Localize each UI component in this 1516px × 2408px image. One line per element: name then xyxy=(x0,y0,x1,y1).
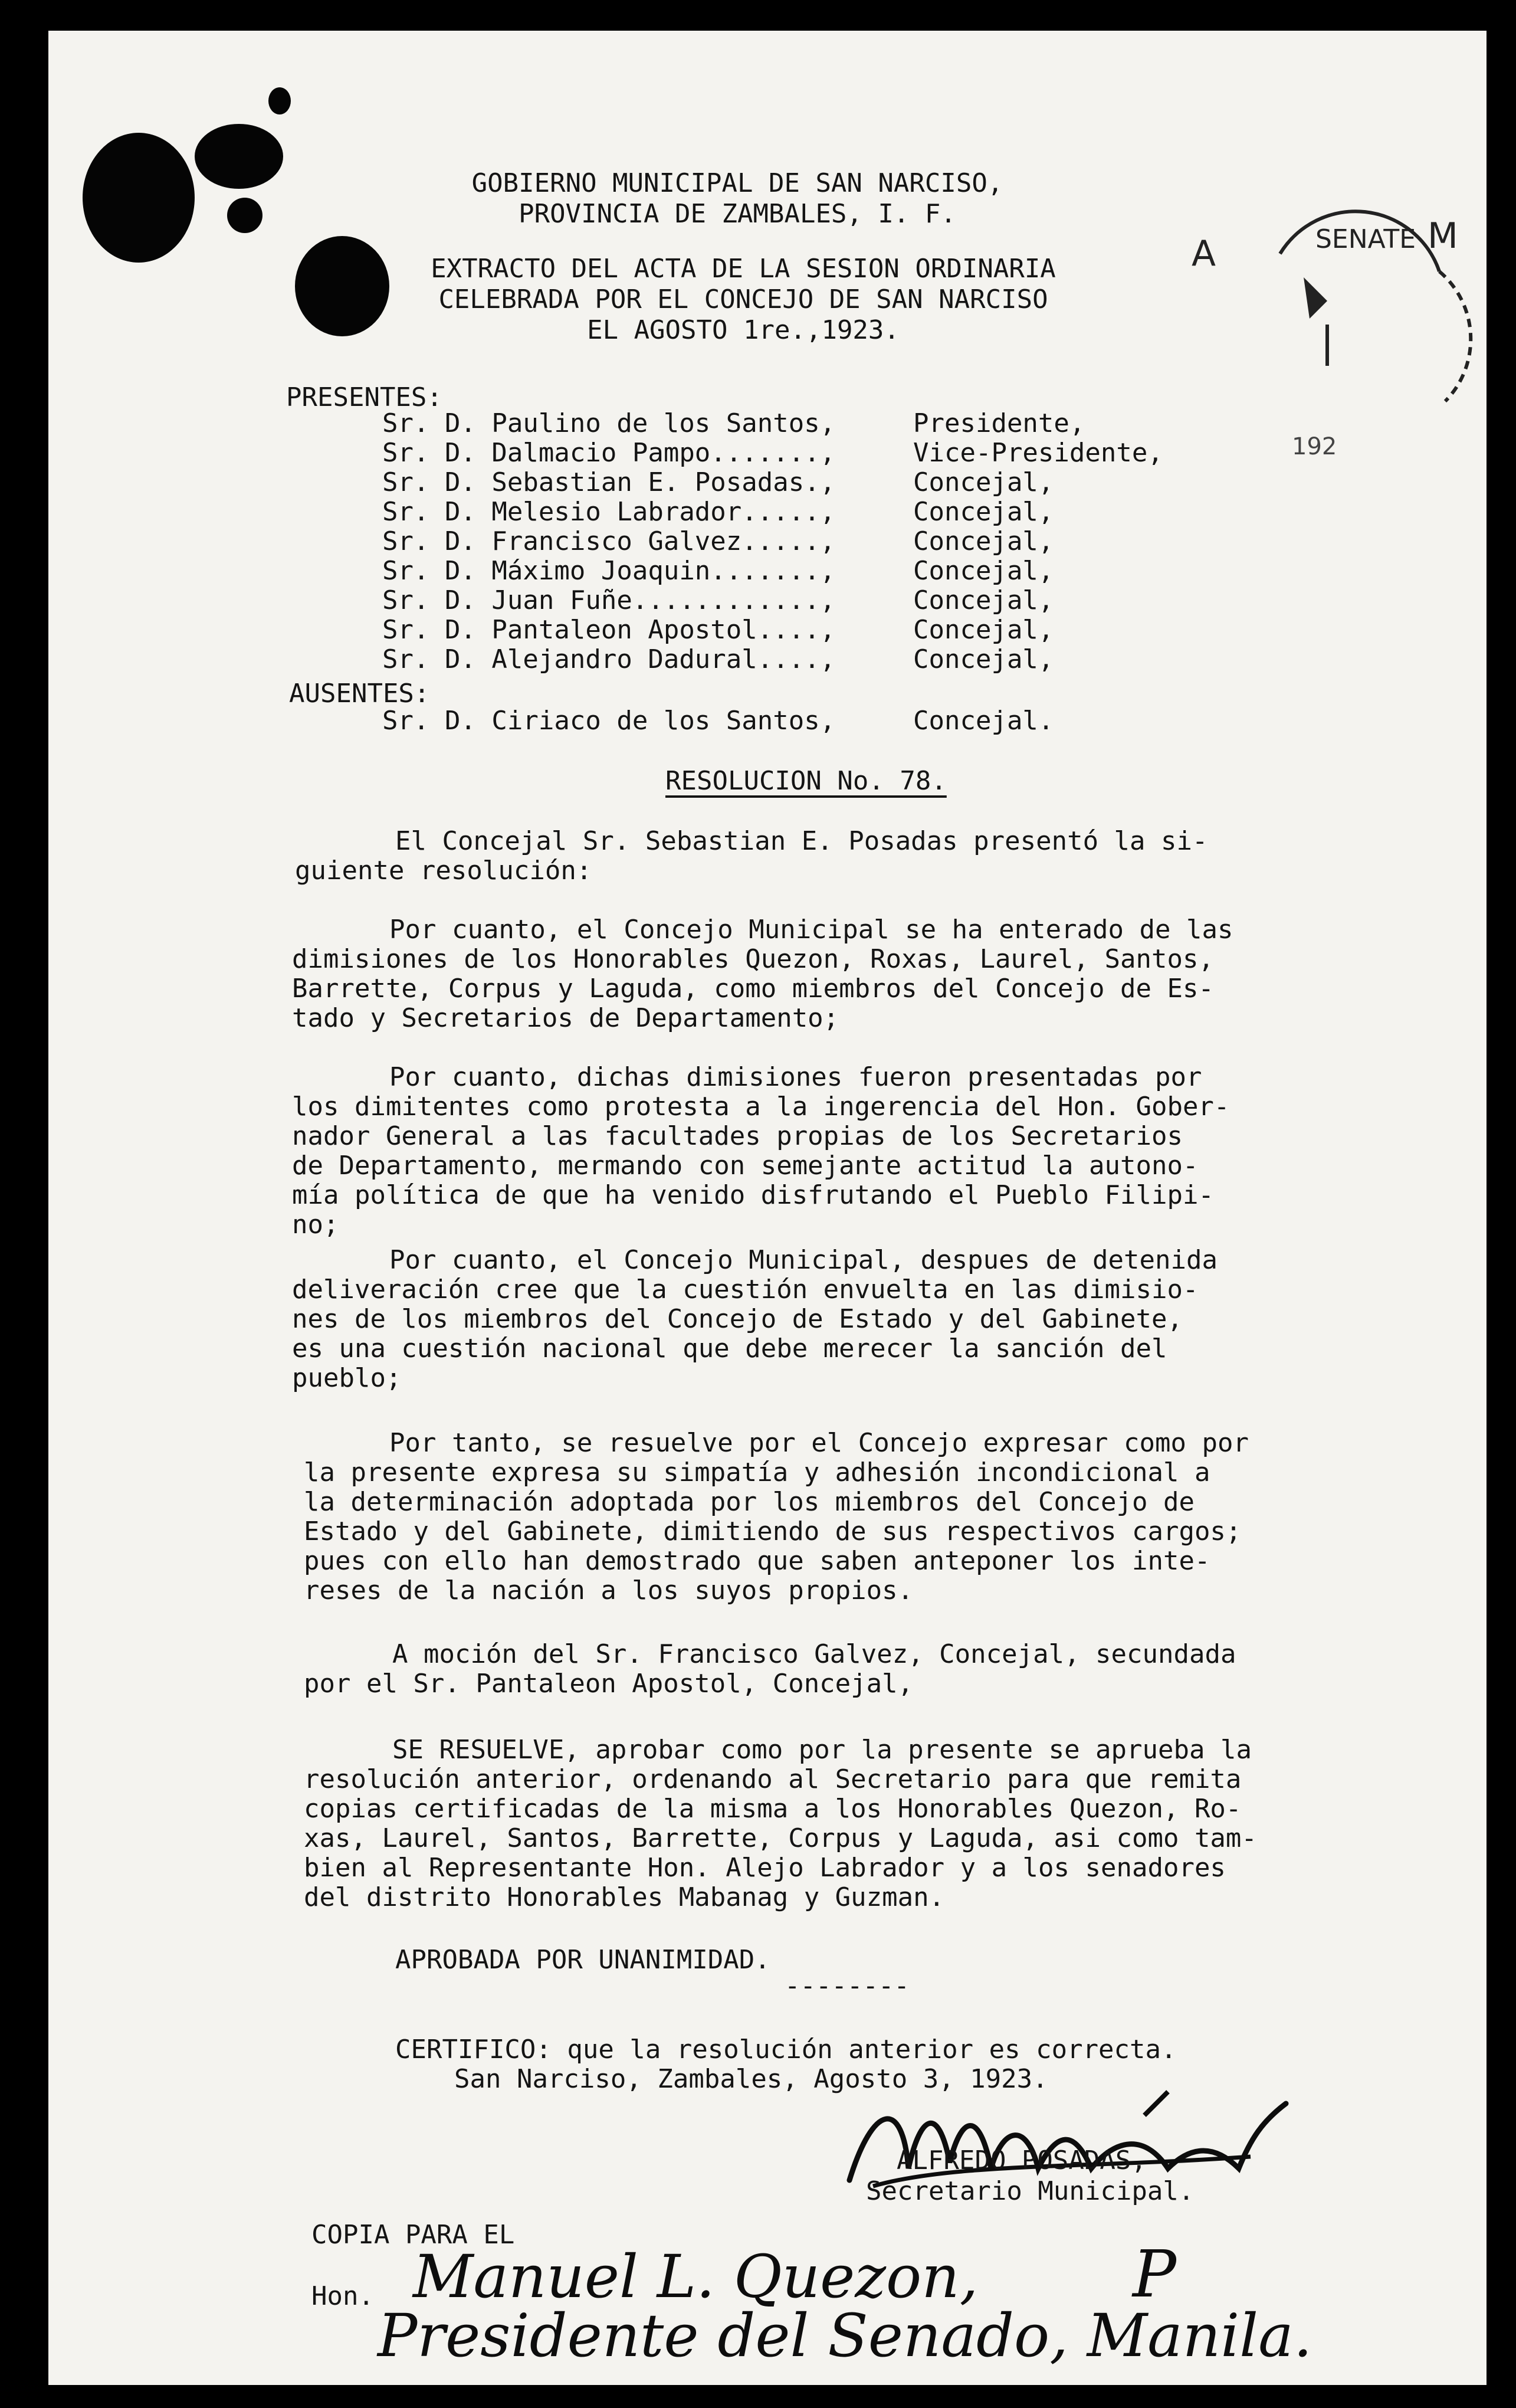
paragraph-2-line: mía política de que ha venido disfrutando el Pueblo Filipi- xyxy=(292,1180,1214,1210)
stamp-year: 192 xyxy=(1292,433,1337,460)
paragraph-2-line: no; xyxy=(292,1210,339,1240)
approval-rule: -------- xyxy=(785,1971,910,2001)
header-line-1: GOBIERNO MUNICIPAL DE SAN NARCISO, xyxy=(471,168,1003,198)
attendee-role: Concejal, xyxy=(913,497,1054,527)
attendee-row xyxy=(382,408,1267,439)
attendee-role: Vice-Presidente, xyxy=(913,438,1163,468)
attendee-role: Presidente, xyxy=(913,408,1085,438)
intro-line: guiente resolución: xyxy=(295,856,592,886)
ausentes-label: AUSENTES: xyxy=(289,679,430,709)
paragraph-3-line: deliveración cree que la cuestión envuelta en las dimisio- xyxy=(292,1275,1199,1305)
resolve-line: bien al Representante Hon. Alejo Labrador y a los senadores xyxy=(304,1853,1226,1883)
paragraph-2-line: los dimitentes como protesta a la ingerencia del Hon. Gober- xyxy=(292,1092,1230,1122)
approval-text: APROBADA POR UNANIMIDAD. xyxy=(395,1945,770,1975)
presentes-label: PRESENTES: xyxy=(286,382,442,412)
resolve-line: resolución anterior, ordenando al Secretario para que remita xyxy=(304,1764,1242,1794)
attendee-row xyxy=(382,615,1267,646)
attendee-name: Sr. D. Paulino de los Santos, xyxy=(382,408,836,438)
paragraph-2-line: de Departamento, mermando con semejante actitud la autono- xyxy=(292,1151,1199,1181)
attendee-role: Concejal, xyxy=(913,585,1054,615)
paragraph-1-line: dimisiones de los Honorables Quezon, Roxas, Laurel, Santos, xyxy=(292,944,1214,974)
subheader-line-1: EXTRACTO DEL ACTA DE LA SESION ORDINARIA xyxy=(431,254,1056,284)
header-line-2: PROVINCIA DE ZAMBALES, I. F. xyxy=(519,199,956,229)
attendee-row xyxy=(382,644,1267,675)
copy-label: COPIA PARA EL xyxy=(311,2220,515,2250)
ink-blot xyxy=(83,133,195,263)
attendee-name: Sr. D. Sebastian E. Posadas., xyxy=(382,467,836,497)
attendee-name: Sr. D. Máximo Joaquin......., xyxy=(382,556,836,586)
attendee-row xyxy=(382,585,1267,616)
certification-date: San Narciso, Zambales, Agosto 3, 1923. xyxy=(454,2064,1048,2094)
resolve-line: xas, Laurel, Santos, Barrette, Corpus y Laguda, asi como tam- xyxy=(304,1823,1257,1853)
motion-line: A moción del Sr. Francisco Galvez, Concejal, secundada xyxy=(392,1639,1236,1669)
attendee-row xyxy=(382,556,1267,587)
paragraph-1-line: tado y Secretarios de Departamento; xyxy=(292,1003,839,1033)
paragraph-2-line: nador General a las facultades propias de los Secretarios xyxy=(292,1121,1183,1151)
signatory-name: ALFREDO POSADAS, xyxy=(897,2145,1147,2176)
paragraph-4-line: Por tanto, se resuelve por el Concejo expresar como por xyxy=(389,1428,1249,1458)
stamp-letter-left: A xyxy=(1192,233,1216,274)
attendee-row xyxy=(382,467,1267,498)
paragraph-4-line: reses de la nación a los suyos propios. xyxy=(304,1575,914,1606)
resolve-line: del distrito Honorables Mabanag y Guzman. xyxy=(304,1882,945,1912)
attendee-role: Concejal, xyxy=(913,644,1054,674)
ink-blot xyxy=(227,198,262,233)
subheader-line-3: EL AGOSTO 1re.,1923. xyxy=(587,315,900,345)
paragraph-1-line: Por cuanto, el Concejo Municipal se ha enterado de las xyxy=(389,915,1233,945)
subheader-line-2: CELEBRADA POR EL CONCEJO DE SAN NARCISO xyxy=(438,284,1048,314)
signatory-title: Secretario Municipal. xyxy=(866,2176,1195,2206)
attendee-name: Sr. D. Alejandro Dadural...., xyxy=(382,644,836,674)
attendee-row xyxy=(382,526,1267,557)
attendee-row xyxy=(382,497,1267,528)
attendee-name: Sr. D. Juan Fuñe............, xyxy=(382,585,836,615)
ink-blot xyxy=(195,124,283,189)
paragraph-2-line: Por cuanto, dichas dimisiones fueron presentadas por xyxy=(389,1062,1202,1092)
paragraph-3-line: es una cuestión nacional que debe merecer la sanción del xyxy=(292,1334,1167,1364)
paragraph-4-line: la presente expresa su simpatía y adhesión incondicional a xyxy=(304,1457,1210,1488)
handwritten-mark: P xyxy=(1133,2236,1177,2312)
handwritten-recipient-name: Manuel L. Quezon, xyxy=(413,2242,979,2311)
stamp-letter-right: M xyxy=(1428,215,1458,257)
paragraph-4-line: Estado y del Gabinete, dimitiendo de sus respectivos cargos; xyxy=(304,1516,1242,1547)
attendee-name: Sr. D. Dalmacio Pampo......., xyxy=(382,438,836,468)
attendee-row xyxy=(382,438,1267,469)
paragraph-4-line: pues con ello han demostrado que saben anteponer los inte- xyxy=(304,1546,1210,1576)
attendee-role: Concejal, xyxy=(913,526,1054,556)
absentee-name: Sr. D. Ciriaco de los Santos, xyxy=(382,706,836,736)
attendee-role: Concejal, xyxy=(913,556,1054,586)
absentee-role: Concejal. xyxy=(913,706,1054,736)
motion-line: por el Sr. Pantaleon Apostol, Concejal, xyxy=(304,1669,914,1699)
paragraph-3-line: Por cuanto, el Concejo Municipal, despues de detenida xyxy=(389,1245,1218,1275)
resolve-line: SE RESUELVE, aprobar como por la presente se aprueba la xyxy=(392,1735,1252,1765)
attendee-name: Sr. D. Melesio Labrador....., xyxy=(382,497,836,527)
handwritten-recipient-title: Presidente del Senado, Manila. xyxy=(378,2301,1312,2370)
absentee-row xyxy=(382,706,1267,736)
paragraph-1-line: Barrette, Corpus y Laguda, como miembros del Concejo de Es- xyxy=(292,974,1214,1004)
attendee-name: Sr. D. Pantaleon Apostol...., xyxy=(382,615,836,645)
stamp-senate-text: SENATE xyxy=(1315,224,1416,254)
resolution-title: RESOLUCION No. 78. xyxy=(665,766,947,796)
paragraph-3-line: nes de los miembros del Concejo de Estado y del Gabinete, xyxy=(292,1304,1183,1334)
paragraph-4-line: la determinación adoptada por los miembros del Concejo de xyxy=(304,1487,1195,1517)
intro-line: El Concejal Sr. Sebastian E. Posadas presentó la si- xyxy=(395,826,1208,856)
certification-line: CERTIFICO: que la resolución anterior es correcta. xyxy=(395,2034,1177,2065)
ink-blot xyxy=(268,87,291,114)
attendee-role: Concejal, xyxy=(913,467,1054,497)
attendee-role: Concejal, xyxy=(913,615,1054,645)
attendee-name: Sr. D. Francisco Galvez....., xyxy=(382,526,836,556)
paragraph-3-line: pueblo; xyxy=(292,1363,402,1393)
copy-hon: Hon. xyxy=(311,2281,374,2311)
resolve-line: copias certificadas de la misma a los Honorables Quezon, Ro- xyxy=(304,1794,1242,1824)
